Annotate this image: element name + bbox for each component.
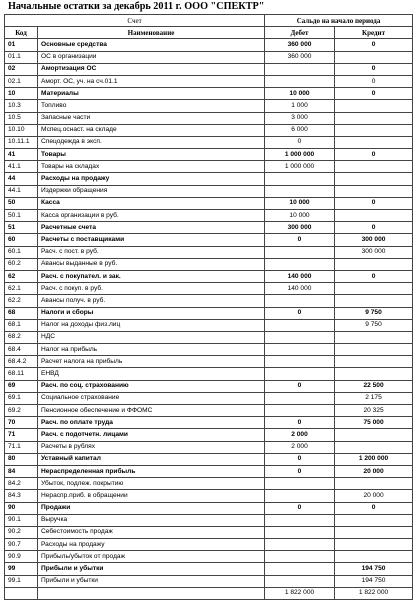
account-name: ЕНВД: [38, 368, 265, 380]
table-row: [5, 246, 413, 258]
credit-value: [335, 136, 413, 148]
credit-value: [335, 295, 413, 307]
account-name: Расч. по оплате труда: [38, 417, 265, 429]
debit-value: [265, 551, 335, 563]
credit-value: 20 325: [335, 405, 413, 417]
table-row: [5, 161, 413, 173]
debit-value: [265, 356, 335, 368]
debit-value: [265, 246, 335, 258]
debit-value: [265, 575, 335, 587]
account-header: Счет: [5, 15, 265, 27]
table-row: [5, 258, 413, 270]
account-code: 44: [5, 173, 38, 185]
total-credit: 1 822 000: [335, 587, 413, 599]
table-row: [5, 197, 413, 209]
account-name: Мспец.оснаст. на складе: [38, 124, 265, 136]
account-code: 10.10: [5, 124, 38, 136]
account-code: 90.2: [5, 526, 38, 538]
credit-value: 9 750: [335, 319, 413, 331]
debit-value: 0: [265, 417, 335, 429]
debit-value: [265, 63, 335, 75]
account-code: 90: [5, 502, 38, 514]
account-name: Налог на доходы физ.лиц: [38, 319, 265, 331]
account-name: Расч. с подотчетн. лицами: [38, 429, 265, 441]
account-code: 01: [5, 39, 38, 51]
account-code: 60.1: [5, 246, 38, 258]
table-row: [5, 441, 413, 453]
account-code: 62.1: [5, 283, 38, 295]
table-row: [5, 185, 413, 197]
account-name: Касса организации в руб.: [38, 210, 265, 222]
table-row: [5, 112, 413, 124]
account-code: 68.1: [5, 319, 38, 331]
table-row: [5, 575, 413, 587]
credit-value: [335, 51, 413, 63]
account-code: 69: [5, 380, 38, 392]
debit-value: 1 000 000: [265, 149, 335, 161]
debit-value: 1 000 000: [265, 161, 335, 173]
debit-value: 2 000: [265, 441, 335, 453]
account-name: Уставный капитал: [38, 453, 265, 465]
credit-value: 0: [335, 149, 413, 161]
table-row: [5, 417, 413, 429]
credit-value: [335, 283, 413, 295]
table-row: [5, 453, 413, 465]
table-row: [5, 551, 413, 563]
debit-value: [265, 185, 335, 197]
account-name: Расч. по соц. страхованию: [38, 380, 265, 392]
credit-value: [335, 344, 413, 356]
debit-value: 140 000: [265, 283, 335, 295]
table-row: [5, 319, 413, 331]
credit-value: [335, 526, 413, 538]
credit-value: 0: [335, 197, 413, 209]
table-row: [5, 75, 413, 87]
account-code: 71: [5, 429, 38, 441]
table-row: [5, 283, 413, 295]
account-code: 41: [5, 149, 38, 161]
debit-value: 360 000: [265, 51, 335, 63]
table-row: [5, 88, 413, 100]
credit-value: [335, 112, 413, 124]
credit-value: 0: [335, 502, 413, 514]
account-code: 90.9: [5, 551, 38, 563]
credit-value: [335, 258, 413, 270]
account-code: 69.2: [5, 405, 38, 417]
account-name: Прибыли и убытки: [38, 575, 265, 587]
account-name: Материалы: [38, 88, 265, 100]
code-header: Код: [5, 27, 38, 39]
credit-value: [335, 161, 413, 173]
account-code: 99: [5, 563, 38, 575]
debit-value: [265, 392, 335, 404]
table-row: [5, 563, 413, 575]
table-row: [5, 368, 413, 380]
table-row: [5, 136, 413, 148]
account-name: Расчеты в рублях: [38, 441, 265, 453]
table-row: [5, 405, 413, 417]
account-code: 68.2: [5, 331, 38, 343]
debit-value: 10 000: [265, 210, 335, 222]
account-name: Авансы выданные в руб.: [38, 258, 265, 270]
debit-value: 300 000: [265, 222, 335, 234]
account-name: Нераспр.приб. в обращении: [38, 490, 265, 502]
account-name: Основные средства: [38, 39, 265, 51]
table-row: [5, 51, 413, 63]
credit-value: [335, 210, 413, 222]
account-name: Спецодежда в эксп.: [38, 136, 265, 148]
credit-value: 0: [335, 88, 413, 100]
debit-value: 0: [265, 465, 335, 477]
account-name: НДС: [38, 331, 265, 343]
account-name: Расч. с покуп. в руб.: [38, 283, 265, 295]
total-blank-code: [5, 587, 38, 599]
table-row: [5, 380, 413, 392]
debit-value: [265, 539, 335, 551]
account-code: 70: [5, 417, 38, 429]
debit-value: 140 000: [265, 270, 335, 282]
account-code: 50.1: [5, 210, 38, 222]
account-name: Амортизация ОС: [38, 63, 265, 75]
account-code: 71.1: [5, 441, 38, 453]
account-name: Товары: [38, 149, 265, 161]
balance-table: [4, 14, 413, 600]
credit-header: Кредит: [335, 27, 413, 39]
account-name: Расчетные счета: [38, 222, 265, 234]
credit-value: 300 000: [335, 246, 413, 258]
table-row: [5, 344, 413, 356]
debit-value: 0: [265, 502, 335, 514]
account-name: Расходы на продажу: [38, 173, 265, 185]
debit-value: 0: [265, 380, 335, 392]
credit-value: [335, 368, 413, 380]
credit-value: [335, 539, 413, 551]
table-row: [5, 295, 413, 307]
table-row: [5, 356, 413, 368]
name-header: Наименование: [38, 27, 265, 39]
account-name: Авансы получ. в руб.: [38, 295, 265, 307]
account-name: Пенсионное обеспечение и ФФОМС: [38, 405, 265, 417]
account-code: 10: [5, 88, 38, 100]
debit-value: [265, 490, 335, 502]
table-row: [5, 526, 413, 538]
account-code: 68: [5, 307, 38, 319]
account-code: 84.3: [5, 490, 38, 502]
total-debit: 1 822 000: [265, 587, 335, 599]
account-code: 68.11: [5, 368, 38, 380]
debit-header: Дебет: [265, 27, 335, 39]
account-code: 84.2: [5, 478, 38, 490]
account-name: Топливо: [38, 100, 265, 112]
saldo-header: Сальдо на начало периода: [265, 15, 413, 27]
account-name: Запасные части: [38, 112, 265, 124]
credit-value: 1 200 000: [335, 453, 413, 465]
account-name: Прибыли и убытки: [38, 563, 265, 575]
table-row: [5, 490, 413, 502]
debit-value: [265, 563, 335, 575]
credit-value: 0: [335, 270, 413, 282]
account-code: 80: [5, 453, 38, 465]
account-name: Расчеты с поставщиками: [38, 234, 265, 246]
credit-value: [335, 514, 413, 526]
credit-value: [335, 356, 413, 368]
debit-value: [265, 405, 335, 417]
account-name: Социальное страхование: [38, 392, 265, 404]
table-row: [5, 210, 413, 222]
table-row: [5, 331, 413, 343]
debit-value: 0: [265, 307, 335, 319]
account-name: Прибыль/убыток от продаж: [38, 551, 265, 563]
account-code: 90.7: [5, 539, 38, 551]
credit-value: [335, 429, 413, 441]
debit-value: [265, 478, 335, 490]
account-name: Расходы на продажу: [38, 539, 265, 551]
credit-value: 0: [335, 63, 413, 75]
credit-value: [335, 441, 413, 453]
credit-value: 0: [335, 39, 413, 51]
account-name: Выручка: [38, 514, 265, 526]
account-name: Налог на прибыль: [38, 344, 265, 356]
debit-value: [265, 173, 335, 185]
account-code: 62.2: [5, 295, 38, 307]
credit-value: 75 000: [335, 417, 413, 429]
account-code: 99.1: [5, 575, 38, 587]
credit-value: 300 000: [335, 234, 413, 246]
account-code: 02: [5, 63, 38, 75]
debit-value: [265, 319, 335, 331]
credit-value: [335, 173, 413, 185]
debit-value: [265, 75, 335, 87]
debit-value: 10 000: [265, 197, 335, 209]
account-code: 01.1: [5, 51, 38, 63]
account-name: Касса: [38, 197, 265, 209]
account-code: 68.4.2: [5, 356, 38, 368]
account-code: 10.3: [5, 100, 38, 112]
account-name: Себестоимость продаж: [38, 526, 265, 538]
credit-value: 0: [335, 222, 413, 234]
account-name: Расчет налога на прибыль: [38, 356, 265, 368]
table-row: [5, 234, 413, 246]
credit-value: [335, 124, 413, 136]
account-name: Расч. с пост. в руб.: [38, 246, 265, 258]
credit-value: 0: [335, 75, 413, 87]
table-row: [5, 392, 413, 404]
account-name: Продажи: [38, 502, 265, 514]
table-row: [5, 539, 413, 551]
table-row: [5, 478, 413, 490]
debit-value: 10 000: [265, 88, 335, 100]
account-code: 10.5: [5, 112, 38, 124]
debit-value: 1 000: [265, 100, 335, 112]
table-row: [5, 63, 413, 75]
debit-value: 0: [265, 453, 335, 465]
table-row: [5, 307, 413, 319]
account-code: 41.1: [5, 161, 38, 173]
credit-value: 22 500: [335, 380, 413, 392]
account-code: 84: [5, 465, 38, 477]
account-code: 60.2: [5, 258, 38, 270]
table-row: [5, 222, 413, 234]
total-blank-name: [38, 587, 265, 599]
debit-value: [265, 368, 335, 380]
debit-value: 360 000: [265, 39, 335, 51]
account-name: Нераспределенная прибыль: [38, 465, 265, 477]
debit-value: 3 000: [265, 112, 335, 124]
table-row: [5, 173, 413, 185]
account-name: Налоги и сборы: [38, 307, 265, 319]
account-name: Издержки обращения: [38, 185, 265, 197]
credit-value: 2 175: [335, 392, 413, 404]
account-code: 60: [5, 234, 38, 246]
account-code: 51: [5, 222, 38, 234]
credit-value: [335, 185, 413, 197]
table-row: [5, 429, 413, 441]
debit-value: [265, 526, 335, 538]
account-code: 44.1: [5, 185, 38, 197]
table-row: [5, 514, 413, 526]
table-row: [5, 100, 413, 112]
debit-value: [265, 295, 335, 307]
credit-value: 194 750: [335, 563, 413, 575]
account-name: Расч. с покупател. и зак.: [38, 270, 265, 282]
account-name: Товары на складах: [38, 161, 265, 173]
credit-value: 9 750: [335, 307, 413, 319]
page-title: Начальные остатки за декабрь 2011 г. ООО "СПЕКТР": [8, 1, 265, 12]
credit-value: [335, 478, 413, 490]
table-row: [5, 39, 413, 51]
table-row: [5, 149, 413, 161]
table-row: [5, 124, 413, 136]
account-code: 62: [5, 270, 38, 282]
account-code: 50: [5, 197, 38, 209]
debit-value: 0: [265, 136, 335, 148]
account-name: ОС в организации: [38, 51, 265, 63]
credit-value: 20 000: [335, 490, 413, 502]
total-row: [5, 587, 413, 599]
debit-value: [265, 258, 335, 270]
table-row: [5, 270, 413, 282]
debit-value: 0: [265, 234, 335, 246]
credit-value: 194 750: [335, 575, 413, 587]
credit-value: 20 000: [335, 465, 413, 477]
debit-value: [265, 514, 335, 526]
table-body: [5, 39, 413, 600]
debit-value: [265, 331, 335, 343]
credit-value: [335, 331, 413, 343]
debit-value: [265, 344, 335, 356]
account-code: 02.1: [5, 75, 38, 87]
credit-value: [335, 100, 413, 112]
debit-value: 2 000: [265, 429, 335, 441]
debit-value: 6 000: [265, 124, 335, 136]
table-row: [5, 465, 413, 477]
credit-value: [335, 551, 413, 563]
account-code: 10.11.1: [5, 136, 38, 148]
table-row: [5, 502, 413, 514]
account-code: 68.4: [5, 344, 38, 356]
account-code: 90.1: [5, 514, 38, 526]
account-name: Убыток, подлеж. покрытию: [38, 478, 265, 490]
account-code: 69.1: [5, 392, 38, 404]
account-name: Аморт. ОС, уч. на сч.01.1: [38, 75, 265, 87]
